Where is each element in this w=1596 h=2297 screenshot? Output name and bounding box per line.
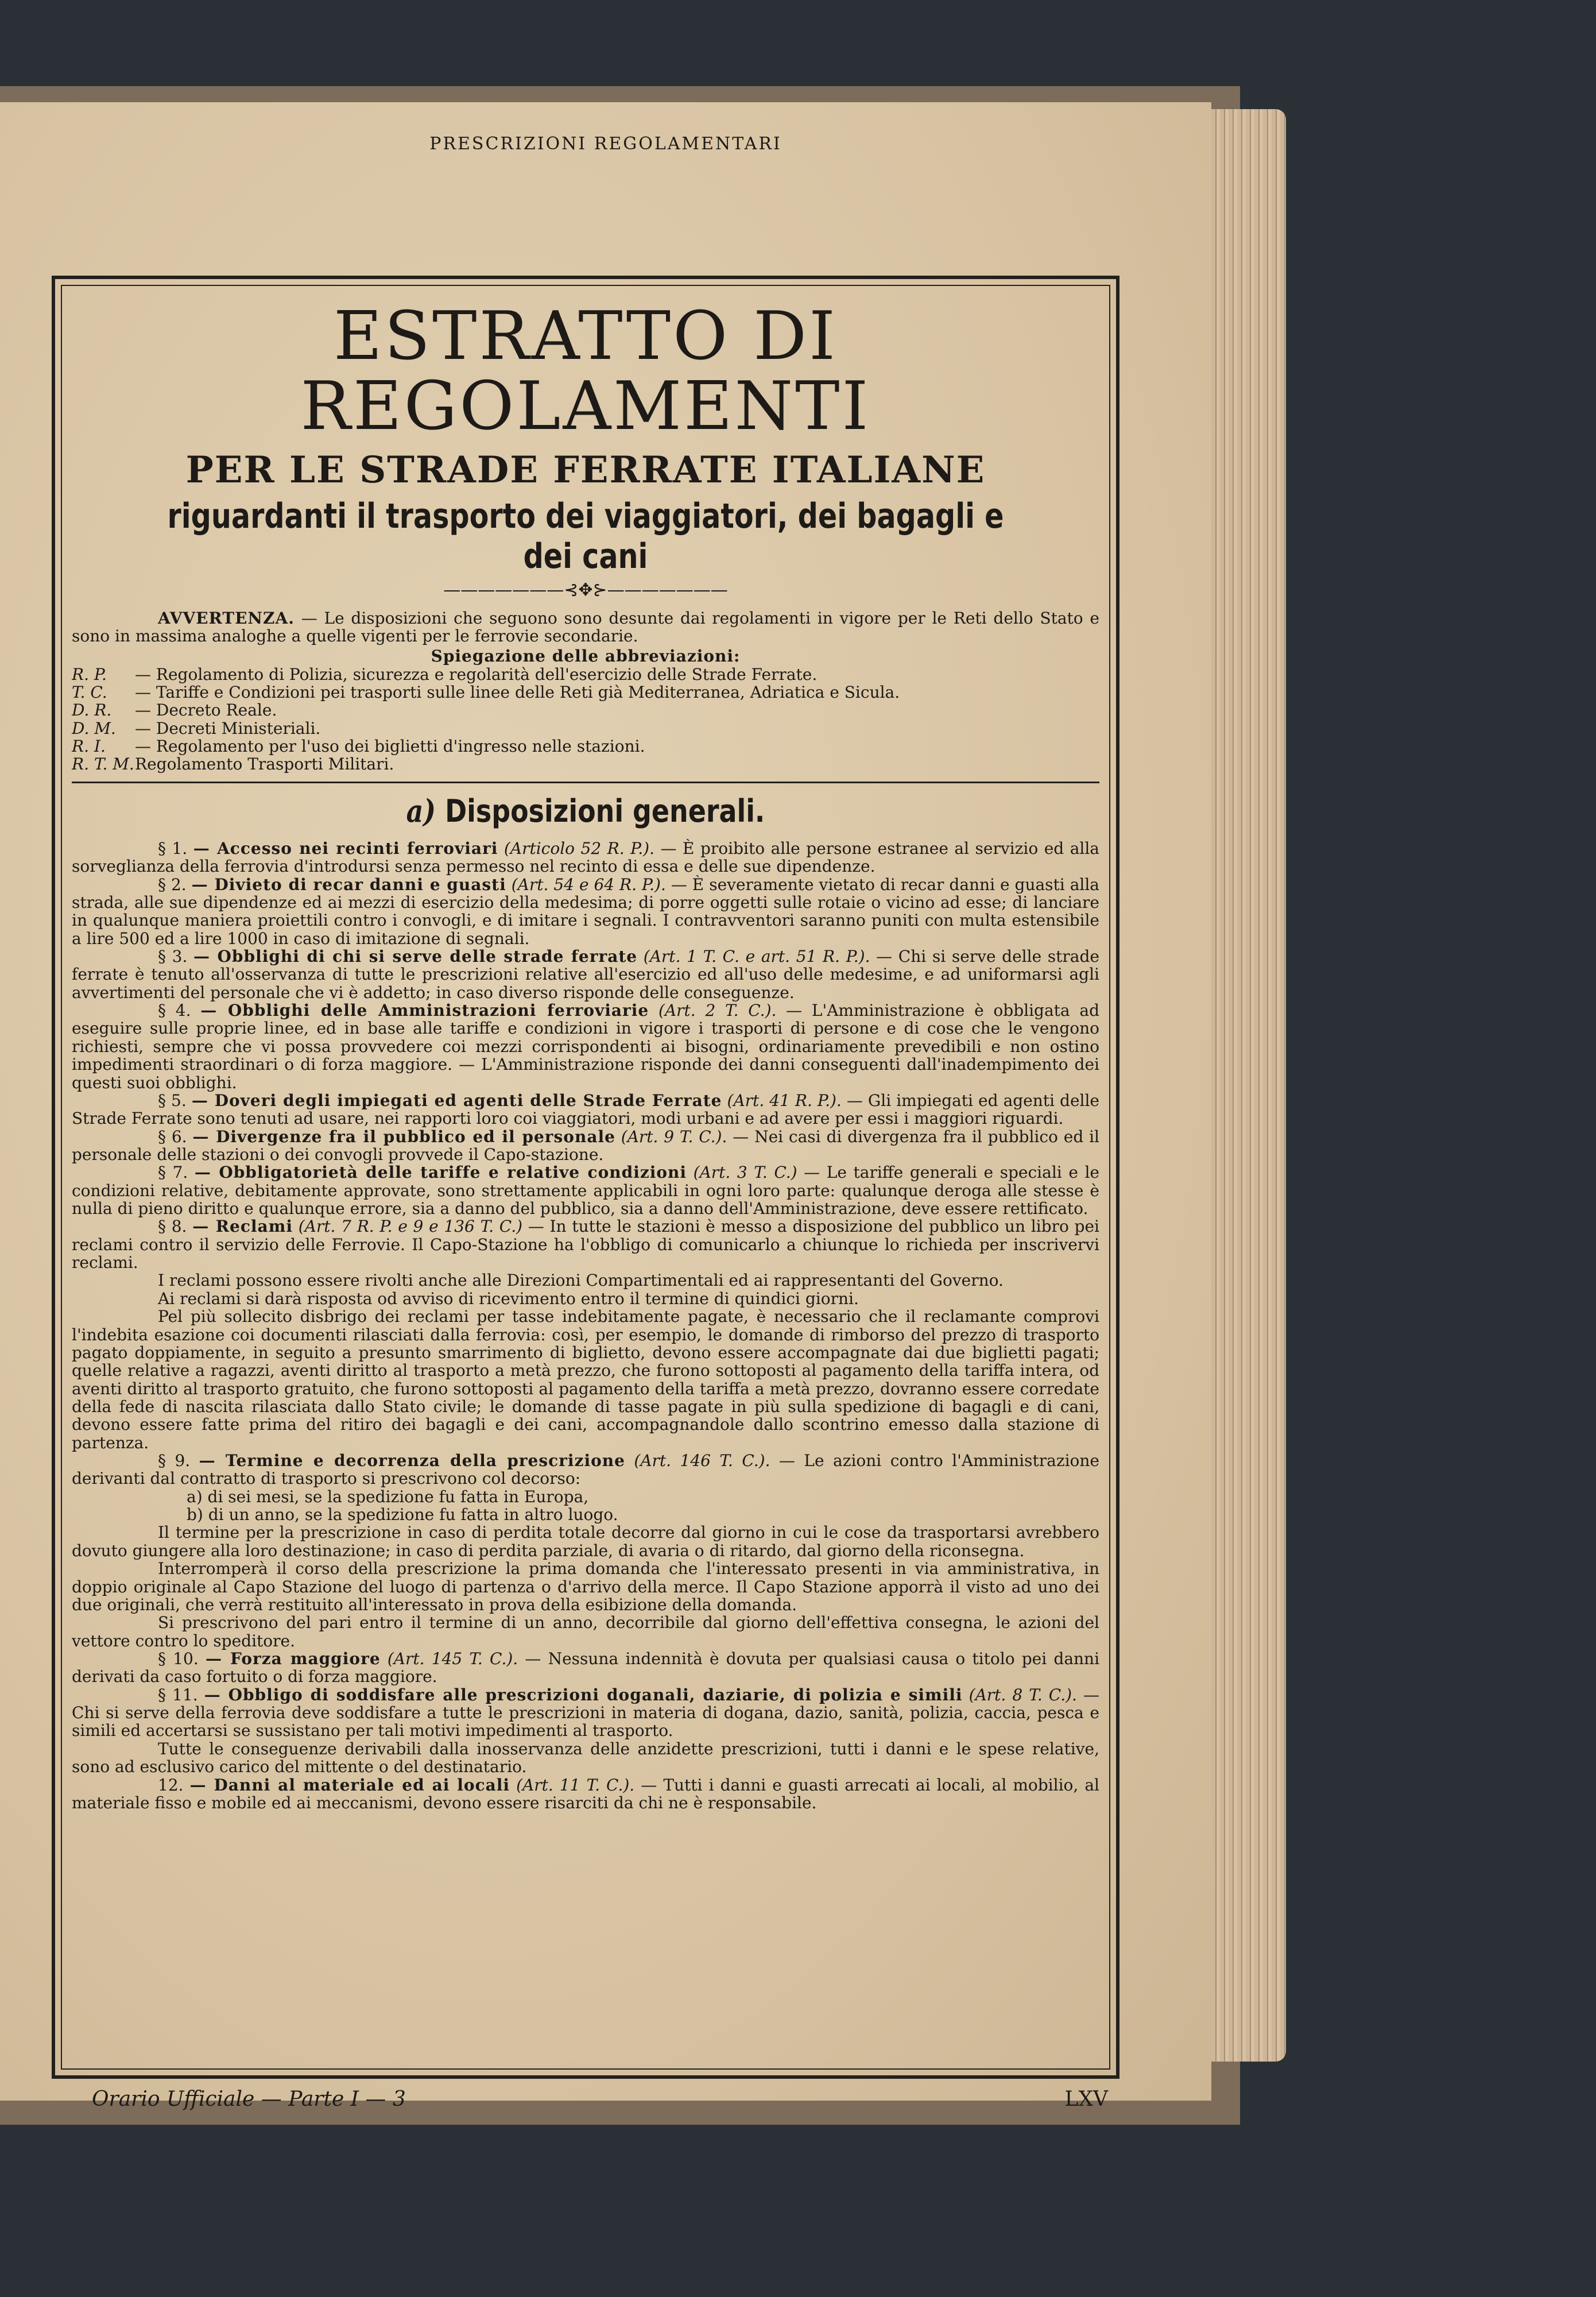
paragraph-number: § 10. (158, 1649, 199, 1668)
abbr-item (72, 720, 1099, 737)
paragraph-12 (72, 1776, 1099, 1812)
paragraph-text: — Gli impiegati ed agenti delle Strade Ferrate sono tenuti ad usare, nei rapporti loro coi viaggiatori, modi urbani e ad avere per essi i maggiori riguardi. (72, 1091, 1099, 1128)
abbr-text: — Decreti Ministeriali. (135, 718, 321, 738)
paragraph-3 (72, 948, 1099, 1001)
abbr-text: — Tariffe e Condizioni pei trasporti sulle linee delle Reti già Mediterranea, Adriatica e Sicula. (135, 683, 900, 702)
abbr-item (72, 666, 1099, 683)
abbr-text: — Regolamento per l'uso dei biglietti d'ingresso nelle stazioni. (135, 737, 645, 756)
abbr-key: D. R. (72, 701, 112, 720)
paragraph-heading: — Divergenze fra il pubblico ed il personale (192, 1127, 615, 1146)
paragraph-reference: (Art. 1 T. C. e art. 51 R. P.). (643, 946, 870, 966)
paragraph-reference: (Art. 3 T. C.) (693, 1163, 797, 1182)
abbr-item (72, 701, 1099, 719)
paragraph-reference: (Art. 2 T. C.). (658, 1001, 777, 1020)
paragraph-11 (72, 1686, 1099, 1740)
avvertenza-text: — Le disposizioni che seguono sono desunte dai regolamenti in vigore per le Reti dello Stato e sono in massima analoghe a quelle vigenti per le ferrovie secondarie. (72, 608, 1099, 645)
paragraph-heading: — Divieto di recar danni e guasti (191, 875, 506, 894)
section-title: Disposizioni generali. (445, 792, 765, 829)
paragraph-reference: (Art. 146 T. C.). (634, 1451, 770, 1471)
paragraph-heading: — Danni al materiale ed ai locali (189, 1775, 510, 1795)
paragraph-heading: — Doveri degli impiegati ed agenti delle Strade Ferrate (191, 1091, 722, 1110)
paragraph-number: § 2. (158, 875, 187, 894)
content (72, 296, 1099, 2059)
paragraph-heading: — Obblighi delle Amministrazioni ferroviarie (200, 1001, 649, 1020)
abbr-key: R. T. M. (72, 755, 134, 774)
paragraph-number: § 1. (158, 838, 188, 858)
abbr-key: R. P. (72, 664, 107, 684)
abbr-item (72, 737, 1099, 755)
page-subtitle: PER LE STRADE FERRATE ITALIANE (185, 448, 986, 492)
paragraph-heading: — Obblighi di chi si serve delle strade ferrate (193, 946, 638, 966)
paragraph-number: § 6. (158, 1127, 187, 1146)
paragraph-number: § 5. (158, 1091, 187, 1110)
paragraph-1 (72, 840, 1099, 876)
abbr-item (72, 683, 1099, 701)
paragraph-9-cont: Il termine per la prescrizione in caso di perdita totale decorre dal giorno in cui le cose da trasportarsi avrebbero dovuto giungere alla loro destinazione; in caso di perdita parziale, di avaria o di ritardo, dal giorno della riconsegna. (72, 1523, 1099, 1560)
abbr-key: R. I. (72, 737, 106, 756)
abbr-key: T. C. (72, 683, 107, 702)
paragraph-text: — L'Amministrazione è obbligata ad eseguire sulle proprie linee, ed in base alle tariffe e condizioni in vigore i trasporti di persone e di cose che le vengono richiesti, sempre che vi possa provvedere coi mezzi corrispondenti ai bisogni, ordinariamente prevedibili e non ostino impedimenti straordinari o di forza maggiore. — L'Amministrazione risponde dei danni conseguenti dall'inadempimento dei questi suoi obblighi. (72, 1001, 1099, 1092)
abbr-text: — Regolamento di Polizia, sicurezza e regolarità dell'esercizio delle Strade Ferrate. (135, 664, 818, 684)
paragraph-heading: — Obbligo di soddisfare alle prescrizioni doganali, daziarie, di polizia e simili (204, 1685, 963, 1704)
ornament-divider: ———————⊰✥⊱——————— (443, 579, 728, 600)
page-title: ESTRATTO DI REGOLAMENTI (300, 297, 871, 445)
list-item: b) di un anno, se la spedizione fu fatta in altro luogo. (187, 1505, 618, 1525)
section-letter: a) (406, 792, 436, 829)
footer-left: Orario Ufficiale — Parte I — 3 (92, 2087, 406, 2111)
section-heading (149, 792, 1022, 829)
paragraph-text: — Nei casi di divergenza fra il pubblico ed il personale delle stazioni o dei convogli provvede il Capo-stazione. (72, 1127, 1099, 1164)
paragraph-9 (72, 1452, 1099, 1488)
paragraph-7 (72, 1163, 1099, 1217)
paragraph-6 (72, 1128, 1099, 1164)
page-number: LXV (1064, 2087, 1108, 2111)
abbr-heading (72, 647, 1099, 665)
page-footer (92, 2087, 1108, 2111)
paragraph-reference: (Art. 41 R. P.). (727, 1091, 842, 1110)
paragraph-8-cont: I reclami possono essere rivolti anche alle Direzioni Compartimentali ed ai rappresentanti del Governo. (158, 1271, 1004, 1290)
paragraph-9-cont: Si prescrivono del pari entro il termine di un anno, decorribile dal giorno dell'effettiva consegna, le azioni del vettore contro lo speditore. (72, 1613, 1099, 1650)
running-head: PRESCRIZIONI REGOLAMENTARI (429, 134, 782, 154)
paragraph-8-cont: Ai reclami si darà risposta od avviso di ricevimento entro il termine di quindici giorni. (158, 1289, 859, 1308)
paragraph-text: — È proibito alle persone estranee al servizio ed alla sorveglianza della ferrovia d'introdursi senza permesso nel recinto di essa e delle sue dipendenze. (72, 838, 1099, 876)
paragraph-number: § 9. (158, 1451, 191, 1471)
abbr-text: — Decreto Reale. (135, 701, 277, 720)
paragraph-8 (72, 1217, 1099, 1271)
paragraph-number: § 7. (158, 1163, 188, 1182)
paragraph-reference: (Art. 145 T. C.). (387, 1649, 518, 1668)
paragraph-reference: (Art. 8 T. C.). (969, 1685, 1077, 1704)
paragraph-heading: — Forza maggiore (205, 1649, 381, 1668)
list-item: a) di sei mesi, se la spedizione fu fatta in Europa, (187, 1487, 589, 1506)
paragraph-number: 12. (158, 1775, 184, 1795)
abbr-text: Regolamento Trasporti Militari. (135, 755, 394, 774)
paragraph-reference: (Art. 54 e 64 R. P.). (511, 875, 666, 894)
paragraph-text: — Chi si serve della ferrovia deve soddisfare a tutte le prescrizioni in materia di dogana, dazio, sanità, polizia, caccia, pesca e simili ed accertarsi se sussistano per tali motivi impedimenti al trasporto. (72, 1685, 1099, 1741)
abbr-key: D. M. (72, 718, 116, 738)
paragraph-2 (72, 876, 1099, 948)
paragraph-heading: — Termine e decorrenza della prescrizione (199, 1451, 625, 1471)
paragraph-reference: (Art. 11 T. C.). (516, 1775, 635, 1795)
paragraph-11-cont: Tutte le conseguenze derivabili dalla inosservanza delle anzidette prescrizioni, tutti i danni e le spese relative, sono ad esclusivo carico del mittente o del destinatario. (72, 1739, 1099, 1777)
paragraph-8-cont: Pel più sollecito disbrigo dei reclami per tasse indebitamente pagate, è necessario che il reclamante comprovi l'indebita esazione coi documenti rilasciati dalla ferrovia: così, per esempio, le domande di rimborso del prezzo di trasporto pagato doppiamente, in seguito a presunto smarrimento di biglietto, devono essere accompagnate dai due biglietti pagati; quelle relative a ragazzi, aventi diritto al trasporto a metà prezzo, che furono sottoposti al pagamento della tariffa intera, od aventi diritto al trasporto gratuito, che furono sottoposti al pagamento della tariffa a metà prezzo, dovranno essere corredate della fede di nascita rilasciata dallo Stato civile; le domande di tasse pagate in più sulla spedizione di bagagli e di cani, devono essere fatte prima del ritiro dei bagagli e dei cani, accompagnandole dallo scontrino emesso dalla stazione di partenza. (72, 1307, 1099, 1452)
paragraph-heading: — Accesso nei recinti ferroviari (193, 838, 498, 858)
paragraph-5 (72, 1092, 1099, 1128)
paragraph-number: § 4. (158, 1001, 191, 1020)
paragraph-text: — Nessuna indennità è dovuta per qualsiasi causa o titolo pei danni derivati da caso fortuito o di forza maggiore. (72, 1649, 1099, 1687)
paragraph-reference: (Art. 7 R. P. e 9 e 136 T. C.) (298, 1217, 523, 1236)
paragraph-number: § 8. (158, 1217, 187, 1236)
paragraph-text: — Le azioni contro l'Amministrazione derivanti dal contratto di trasporto si prescrivono col decorso: (72, 1451, 1099, 1488)
avvertenza-label: AVVERTENZA. (158, 608, 295, 628)
abbr-item (72, 755, 1099, 773)
divider-rule (72, 782, 1099, 783)
paragraph-text: — In tutte le stazioni è messo a disposizione del pubblico un libro pei reclami contro il servizio delle Ferrovie. Il Capo-Stazione ha l'obbligo di comunicarlo a chiunque lo richieda per inscrivervi reclami. (72, 1217, 1099, 1273)
paragraph-9-cont: Interromperà il corso della prescrizione la prima domanda che l'interessato presenti in via amministrativa, in doppio originale al Capo Stazione del luogo di partenza o d'arrivo della merce. Il Capo Stazione apporrà il visto ad uno dei due originali, che verrà restituito all'interessato in prova della esibizione della domanda. (72, 1559, 1099, 1614)
paragraph-10 (72, 1650, 1099, 1686)
paragraph-heading: — Reclami (192, 1217, 293, 1236)
paragraph-text: — È severamente vietato di recar danni e guasti alla strada, alle sue dipendenze ed ai mezzi di esercizio della medesima; di porre oggetti sulle rotaie o vicino ad esse; di lanciare in qualunque maniera proiettili contro i convogli, e di imitare i segnali. I contravventori saranno puniti con multa estensibile a lire 500 ed a lire 1000 in caso di imitazione di segnali. (72, 875, 1099, 948)
paragraph-reference: (Articolo 52 R. P.). (503, 838, 655, 858)
paragraph-text: — Chi si serve delle strade ferrate è tenuto all'osservanza di tutte le prescrizioni relative all'esercizio ed all'uso delle medesime, e ad uniformarsi agli avvertimenti del personale che vi è addetto; in caso diverso risponde delle conseguenze. (72, 946, 1099, 1002)
avvertenza (72, 609, 1099, 645)
page-subtitle-2: riguardanti il trasporto dei viaggiatori, dei bagagli e dei cani (167, 496, 1004, 577)
abbr-heading-text: Spiegazione delle abbreviazioni: (431, 647, 741, 666)
paragraph-reference: (Art. 9 T. C.). (621, 1127, 727, 1146)
paragraph-number: § 11. (158, 1685, 198, 1704)
paragraph-text: — Le tariffe generali e speciali e le condizioni relative, debitamente approvate, sono strettamente applicabili in ogni loro parte: qualunque deroga alle stesse è nulla di pieno diritto e qualunque errore, sia a danno del pubblico, sia a danno dell'Amministrazione, deve essere rettificato. (72, 1163, 1099, 1219)
paragraph-4 (72, 1001, 1099, 1092)
paragraph-heading: — Obbligatorietà delle tariffe e relative condizioni (194, 1163, 687, 1182)
paragraph-text: — Tutti i danni e guasti arrecati ai locali, al mobilio, al materiale fisso e mobile ed ai meccanismi, devono essere risarciti da chi ne è responsabile. (72, 1775, 1099, 1812)
paragraph-number: § 3. (158, 946, 188, 966)
